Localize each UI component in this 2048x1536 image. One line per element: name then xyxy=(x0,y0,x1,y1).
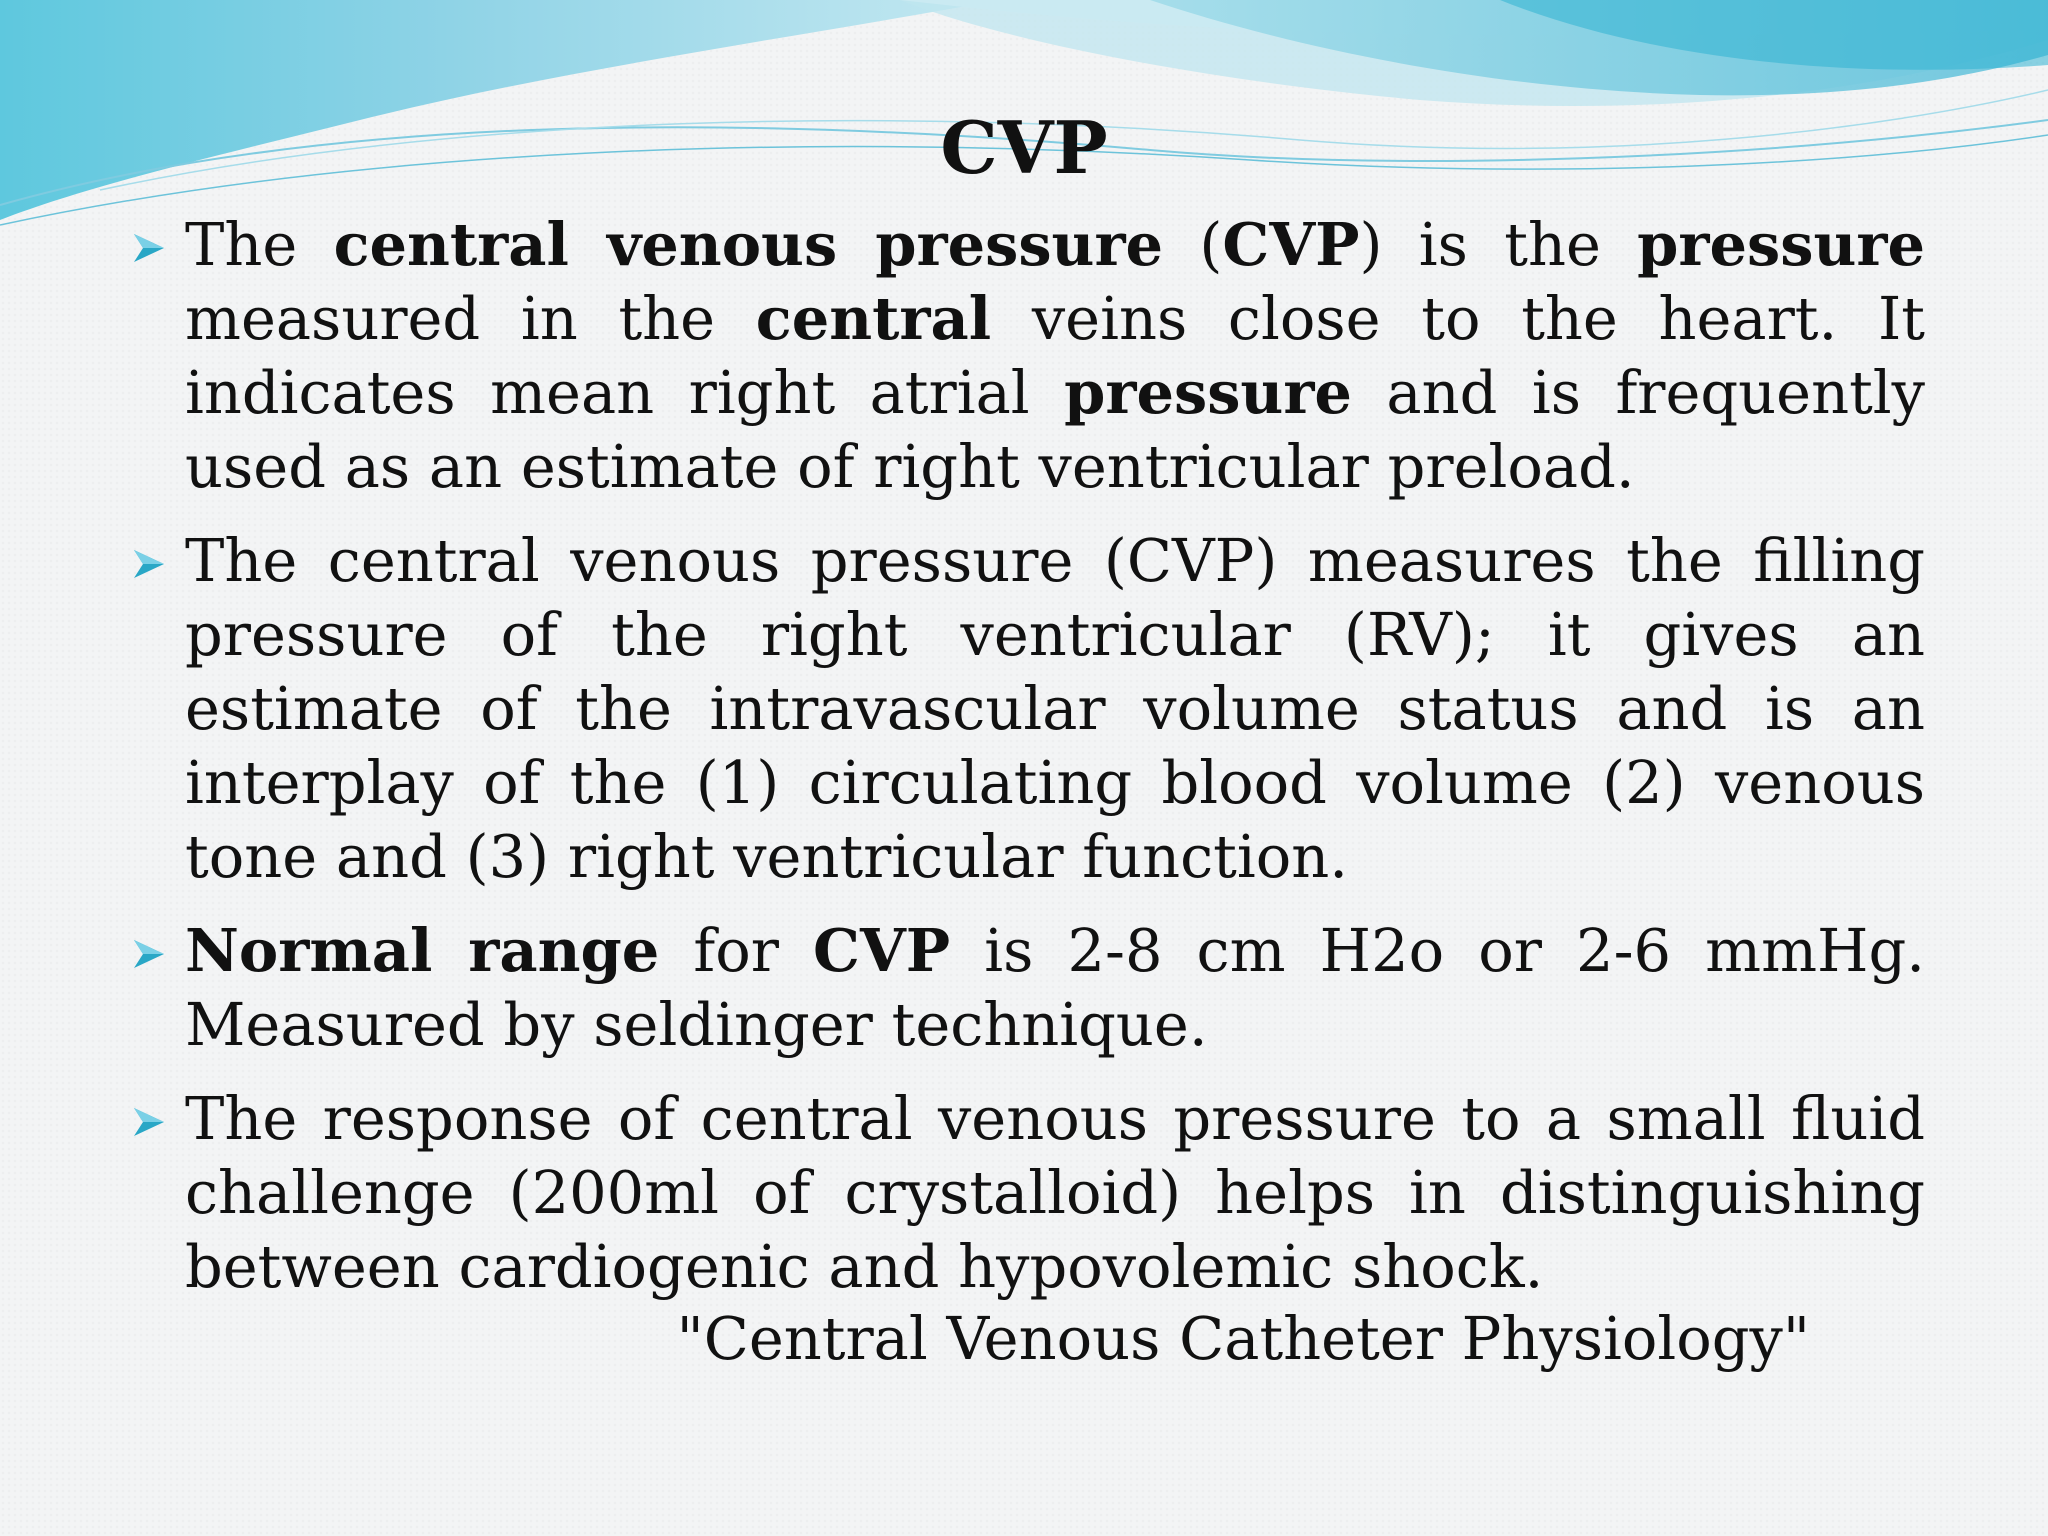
text-segment: The response of central venous pressure to a small fluid challenge (200ml of crystalloid) helps in distinguishing between cardiogenic and hypovolemic shock. xyxy=(185,1084,1925,1301)
text-segment: and is frequently used as an estimate of right ventricular preload. xyxy=(185,358,1925,501)
bullet-item xyxy=(130,524,1925,894)
text-segment: ( xyxy=(1163,210,1223,279)
text-segment: measured in the xyxy=(185,284,756,353)
text-segment: ) is the xyxy=(1359,210,1638,279)
bullet-item xyxy=(130,208,1925,504)
bold-segment: CVP xyxy=(1222,210,1360,279)
bold-segment: central xyxy=(755,284,992,353)
slide-title: CVP xyxy=(940,105,1108,190)
bullet-item xyxy=(130,914,1925,1062)
citation: "Central Venous Catheter Physiology" xyxy=(676,1304,1810,1373)
text-segment: for xyxy=(659,916,814,985)
bold-segment: pressure xyxy=(1064,358,1352,427)
bullet-item xyxy=(130,1082,1925,1304)
text-segment: The central venous pressure (CVP) measures the filling pressure of the right ventricular (RV); it gives an estimate of the intravascular volume status and is an interplay of the (1) circulating blood volume (2) venous tone and (3) right ventricular function. xyxy=(185,526,1925,891)
bold-segment: central venous pressure xyxy=(333,210,1164,279)
bullet-list xyxy=(130,208,1925,1324)
arrowhead-right-icon xyxy=(130,1106,166,1138)
bullet-text xyxy=(185,916,1925,1059)
bold-segment: CVP xyxy=(813,916,951,985)
text-segment: veins close to the heart. It indicates mean right atrial xyxy=(185,284,1925,427)
text-segment: is 2-8 cm H2o or 2-6 mmHg. Measured by seldinger technique. xyxy=(185,916,1925,1059)
arrowhead-right-icon xyxy=(130,548,166,580)
bold-segment: pressure xyxy=(1637,210,1925,279)
text-segment: The xyxy=(185,210,334,279)
bullet-text xyxy=(185,210,1925,501)
bold-segment: Normal range xyxy=(185,916,660,985)
bullet-text xyxy=(185,1084,1925,1301)
arrowhead-right-icon xyxy=(130,938,166,970)
bullet-text xyxy=(185,526,1925,891)
arrowhead-right-icon xyxy=(130,232,166,264)
